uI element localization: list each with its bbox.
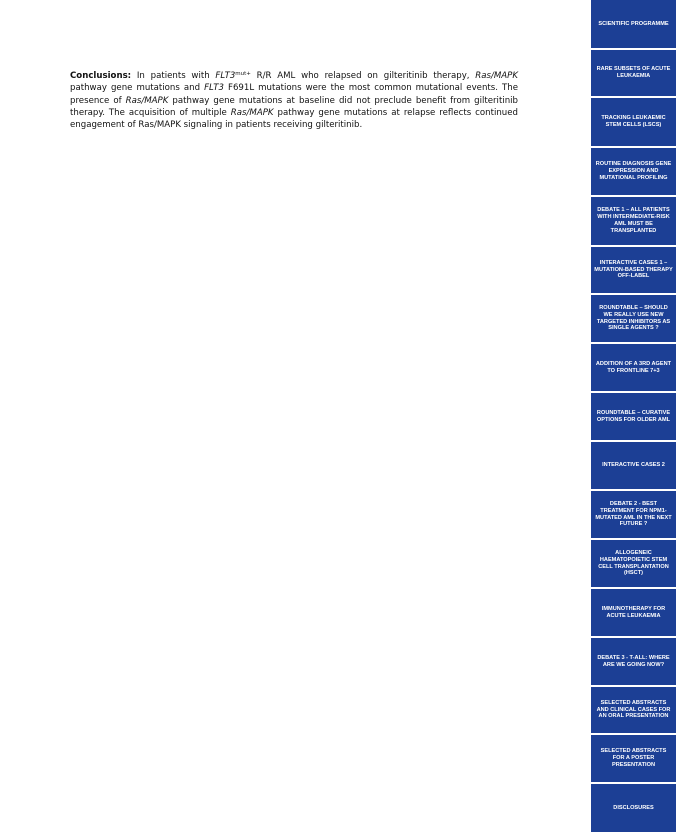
text-segment: F691L mutations were the most common mutational events. The presence of	[70, 83, 518, 106]
sidebar-item-roundtable-older-aml[interactable]: ROUNDTABLE – CURATIVE OPTIONS FOR OLDER AML	[591, 393, 676, 440]
text-segment: pathway gene mutations at relapse reflects continued engagement of Ras/MAPK signaling in patients receiving gilteritinib.	[70, 107, 519, 131]
gene-flt3: FLT3	[204, 83, 224, 94]
sidebar-item-debate-1[interactable]: DEBATE 1 – ALL PATIENTS WITH INTERMEDIATE-RISK AML MUST BE TRANSPLANTED	[591, 197, 676, 245]
pathway-ras-mapk: Ras/MAPK	[230, 107, 274, 118]
sidebar-item-poster-abstracts[interactable]: SELECTED ABSTRACTS FOR A POSTER PRESENTATION	[591, 735, 676, 782]
sidebar-item-immunotherapy[interactable]: IMMUNOTHERAPY FOR ACUTE LEUKAEMIA	[591, 589, 676, 636]
sidebar-item-interactive-cases-2[interactable]: INTERACTIVE CASES 2	[591, 442, 676, 489]
sidebar-item-third-agent[interactable]: ADDITION OF A 3RD AGENT TO FRONTLINE 7+3	[591, 344, 676, 391]
sidebar-item-tracking-lsc[interactable]: TRACKING LEUKAEMIC STEM CELLS (LSCS)	[591, 98, 676, 146]
pathway-ras-mapk: Ras/MAPK	[475, 71, 519, 81]
text-segment: pathway gene mutations at baseline did not preclude benefit from gilteritinib therapy. The acquisition of multiple	[70, 95, 518, 118]
sidebar-item-disclosures[interactable]: DISCLOSURES	[591, 784, 676, 832]
sidebar-item-scientific-programme[interactable]: SCIENTIFIC PROGRAMME	[591, 0, 676, 48]
sidebar-item-rare-subsets[interactable]: RARE SUBSETS OF ACUTE LEUKAEMIA	[591, 50, 676, 96]
mutation-superscript: mut+	[235, 71, 251, 77]
sidebar-item-oral-abstracts[interactable]: SELECTED ABSTRACTS AND CLINICAL CASES FOR AN ORAL PRESENTATION	[591, 687, 676, 733]
sidebar-item-debate-2[interactable]: DEBATE 2 - BEST TREATMENT FOR NPM1-MUTATED AML IN THE NEXT FUTURE ?	[591, 491, 676, 538]
pathway-ras-mapk: Ras/MAPK	[125, 95, 169, 106]
sidebar-item-roundtable-inhibitors[interactable]: ROUNDTABLE – SHOULD WE REALLY USE NEW TARGETED INHIBITORS AS SINGLE AGENTS ?	[591, 295, 676, 342]
sidebar-item-interactive-cases-1[interactable]: INTERACTIVE CASES 1 – MUTATION-BASED THERAPY OFF-LABEL	[591, 247, 676, 293]
programme-sidebar	[591, 0, 676, 832]
gene-flt3: FLT3	[215, 71, 236, 81]
text-segment: In patients with	[131, 71, 216, 81]
sidebar-item-debate-3[interactable]: DEBATE 3 - T-ALL: WHERE ARE WE GOING NOW?	[591, 638, 676, 685]
conclusions-paragraph	[70, 70, 518, 131]
text-segment: R/R AML who relapsed on gilteritinib therapy,	[250, 71, 476, 81]
sidebar-item-routine-diagnosis[interactable]: ROUTINE DIAGNOSIS GENE EXPRESSION AND MUTATIONAL PROFILING	[591, 148, 676, 195]
text-segment: pathway gene mutations and	[70, 83, 205, 94]
sidebar-item-allogeneic-hsct[interactable]: ALLOGENEIC HAEMATOPOIETIC STEM CELL TRANSPLANTATION (HSCT)	[591, 540, 676, 587]
conclusions-label: Conclusions:	[70, 71, 132, 81]
